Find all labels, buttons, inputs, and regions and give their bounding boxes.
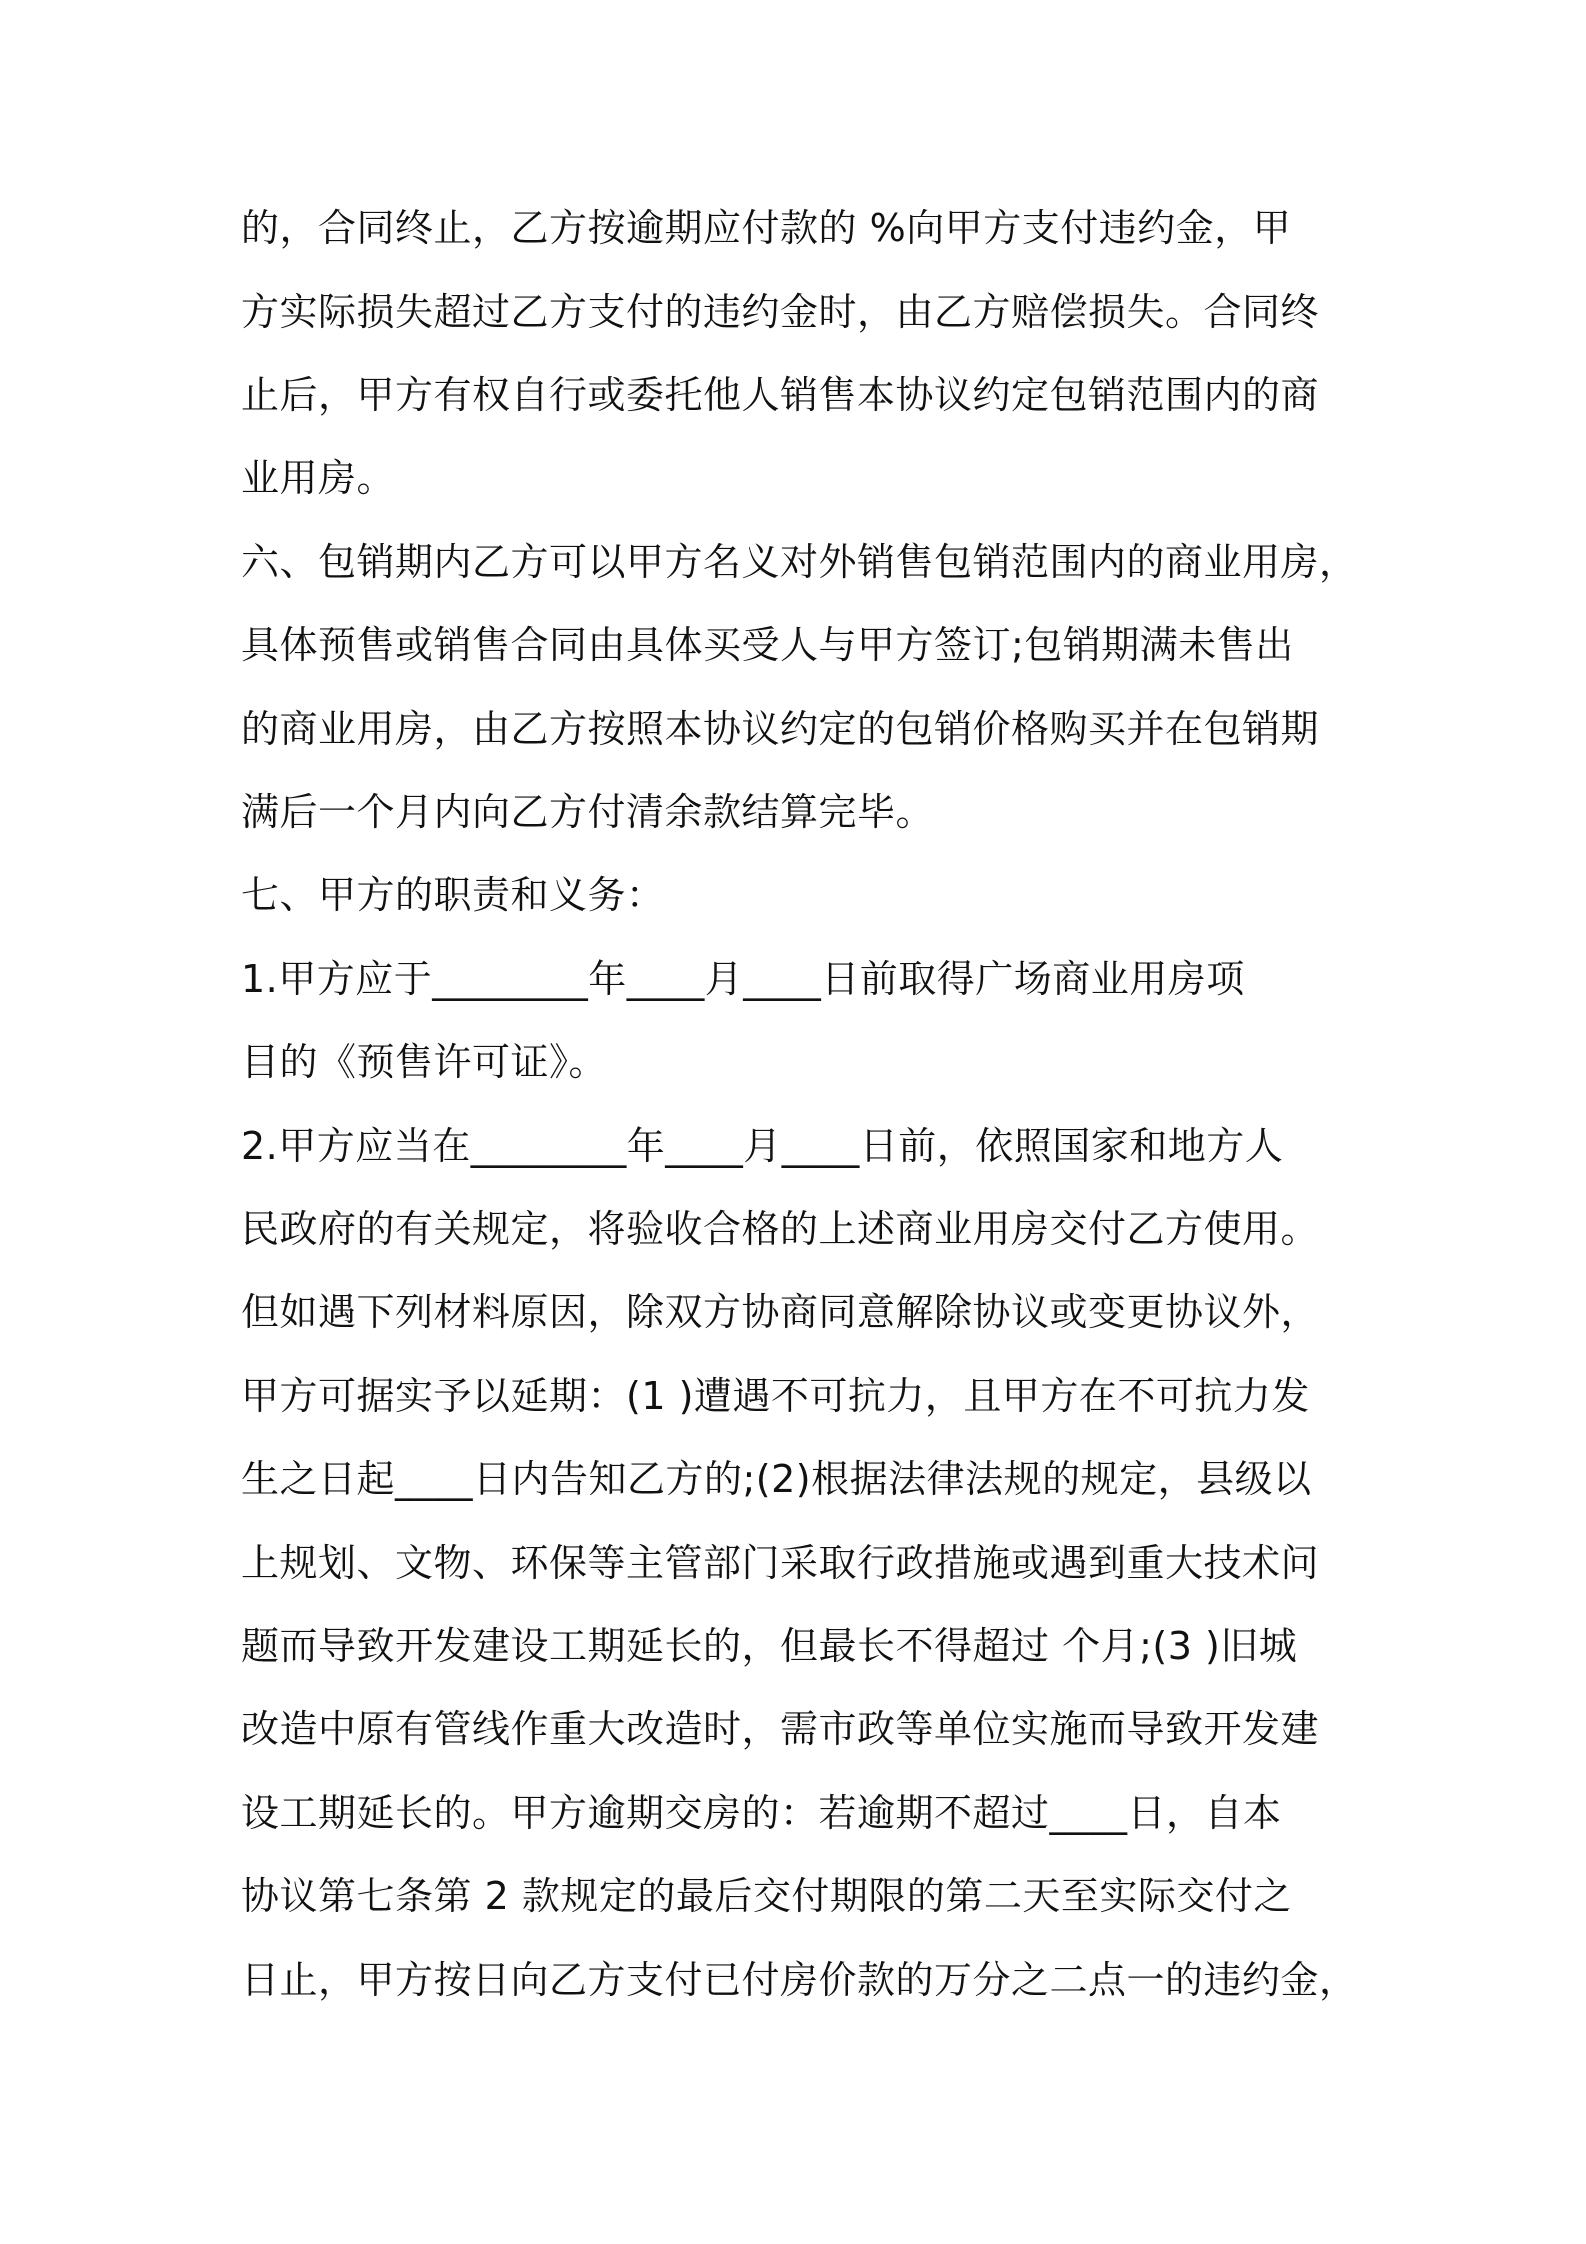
text-line: 满后一个月内向乙方付清余款结算完毕。 [241,790,935,834]
text-line: 题而导致开发建设工期延长的，但最长不得超过 个月;(3 )旧城 [241,1624,1298,1668]
text-line: 但如遇下列材料原因，除双方协商同意解除协议或变更协议外， [241,1290,1320,1334]
text-line: 日止，甲方按日向乙方支付已付房价款的万分之二点一的违约金， [241,1958,1358,2002]
text-line: 2.甲方应当在________年____月____日前，依照国家和地方人 [241,1124,1284,1168]
text-line: 生之日起____日内告知乙方的;(2)根据法律法规的规定，县级以 [241,1457,1312,1501]
text-line: 设工期延长的。甲方逾期交房的：若逾期不超过____日，自本 [241,1791,1282,1835]
text-line: 甲方可据实予以延期：(1 )遭遇不可抗力，且甲方在不可抗力发 [241,1374,1310,1418]
text-line: 上规划、文物、环保等主管部门采取行政措施或遇到重大技术问 [241,1541,1320,1585]
text-line: 1.甲方应于________年____月____日前取得广场商业用房项 [241,957,1245,1001]
section-heading: 七、甲方的职责和义务： [241,873,665,917]
text-line: 业用房。 [241,456,396,500]
text-line: 方实际损失超过乙方支付的违约金时，由乙方赔偿损失。合同终 [241,290,1320,334]
text-line: 协议第七条第 2 款规定的最后交付期限的第二天至实际交付之 [241,1874,1292,1918]
text-line: 的，合同终止，乙方按逾期应付款的 %向甲方支付违约金，甲 [241,206,1292,250]
text-line: 的商业用房，由乙方按照本协议约定的包销价格购买并在包销期 [241,707,1320,751]
text-line: 六、包销期内乙方可以甲方名义对外销售包销范围内的商业用房， [241,540,1358,584]
text-line: 目的《预售许可证》。 [241,1040,608,1084]
text-line: 改造中原有管线作重大改造时，需市政等单位实施而导致开发建 [241,1707,1320,1751]
text-line: 民政府的有关规定，将验收合格的上述商业用房交付乙方使用。 [241,1207,1320,1251]
text-line: 具体预售或销售合同由具体买受人与甲方签订;包销期满未售出 [241,623,1294,667]
text-line: 止后，甲方有权自行或委托他人销售本协议约定包销范围内的商 [241,373,1320,417]
